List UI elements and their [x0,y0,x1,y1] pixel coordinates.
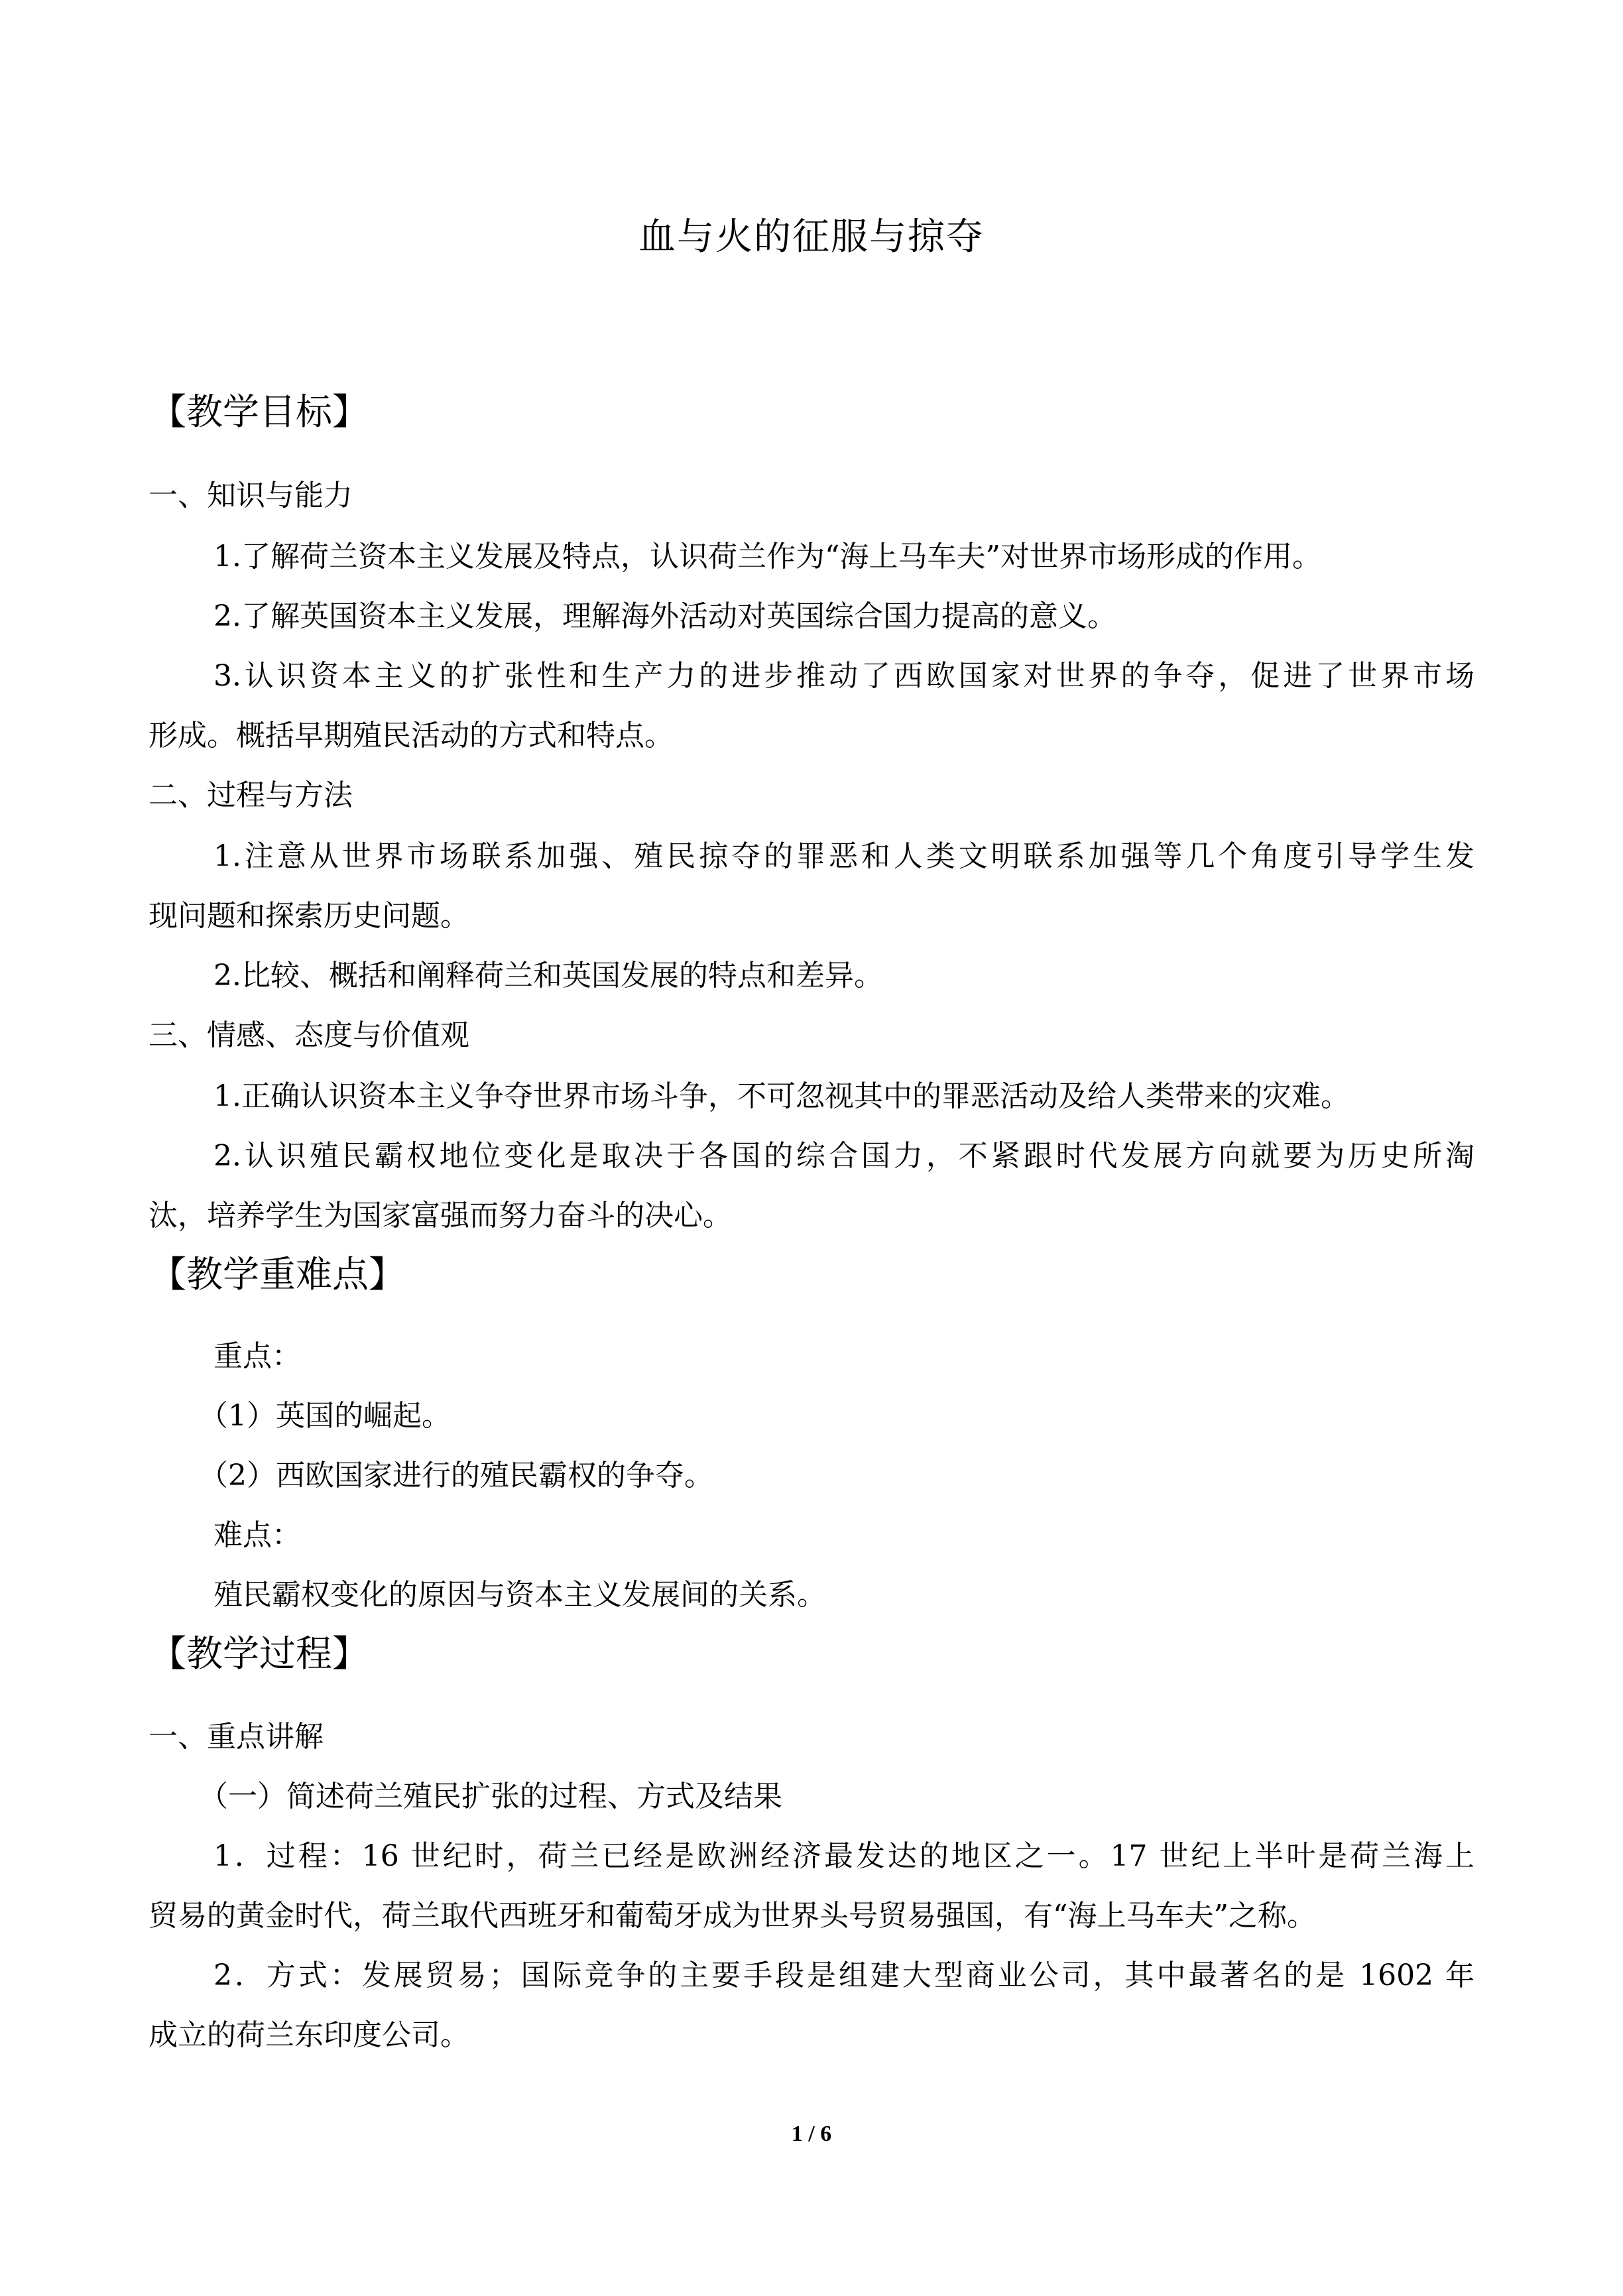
key-points-label: 重点： [213,1339,301,1373]
paragraph-line: 3.认识资本主义的扩张性和生产力的进步推动了西欧国家对世界的争夺，促进了世界市场 [213,659,1474,693]
section-heading-teaching-process: 【教学过程】 [150,1632,369,1675]
paragraph-line: 2.认识殖民霸权地位变化是取决于各国的综合国力，不紧跟时代发展方向就要为历史所淘 [213,1139,1474,1173]
subheading-key-explanation: 一、重点讲解 [149,1720,324,1754]
paragraph-line: 1.了解荷兰资本主义发展及特点，认识荷兰作为“海上马车夫”对世界市场形成的作用。 [213,540,1321,574]
paragraph-line: 1.正确认识资本主义争夺世界市场斗争，不可忽视其中的罪恶活动及给人类带来的灾难。 [213,1079,1350,1113]
paragraph-line: 成立的荷兰东印度公司。 [149,2018,469,2052]
paragraph-line: 现问题和探索历史问题。 [149,899,469,933]
page-number: 1 / 6 [791,2122,832,2146]
subheading-process: 二、过程与方法 [149,778,353,812]
paragraph-line: 1.注意从世界市场联系加强、殖民掠夺的罪恶和人类文明联系加强等几个角度引导学生发 [213,839,1474,873]
paragraph-line: 形成。概括早期殖民活动的方式和特点。 [149,719,674,753]
paragraph-line: 1．过程：16 世纪时，荷兰已经是欧洲经济最发达的地区之一。17 世纪上半叶是荷兰海上 [213,1839,1474,1873]
subheading-knowledge: 一、知识与能力 [149,479,353,513]
paragraph-line: 2.比较、概括和阐释荷兰和英国发展的特点和差异。 [213,959,883,993]
paragraph-line: 汰，培养学生为国家富强而努力奋斗的决心。 [149,1199,732,1233]
subheading-netherlands: （一）简述荷兰殖民扩张的过程、方式及结果 [199,1780,782,1813]
section-heading-teaching-goals: 【教学目标】 [150,391,369,433]
difficulty-label: 难点： [213,1518,301,1552]
key-point-item: （2）西欧国家进行的殖民霸权的争夺。 [199,1459,713,1492]
subheading-emotion: 三、情感、态度与价值观 [149,1018,469,1052]
difficulty-item: 殖民霸权变化的原因与资本主义发展间的关系。 [213,1578,826,1612]
paragraph-line: 2.了解英国资本主义发展，理解海外活动对英国综合国力提高的意义。 [213,599,1116,633]
paragraph-line: 贸易的黄金时代，荷兰取代西班牙和葡萄牙成为世界头号贸易强国，有“海上马车夫”之称。 [149,1899,1316,1933]
document-title: 血与火的征服与掠夺 [638,215,985,259]
section-heading-key-points: 【教学重难点】 [150,1253,406,1296]
paragraph-line: 2．方式：发展贸易；国际竞争的主要手段是组建大型商业公司，其中最著名的是 1602 年 [213,1959,1474,1992]
key-point-item: （1）英国的崛起。 [199,1399,451,1433]
